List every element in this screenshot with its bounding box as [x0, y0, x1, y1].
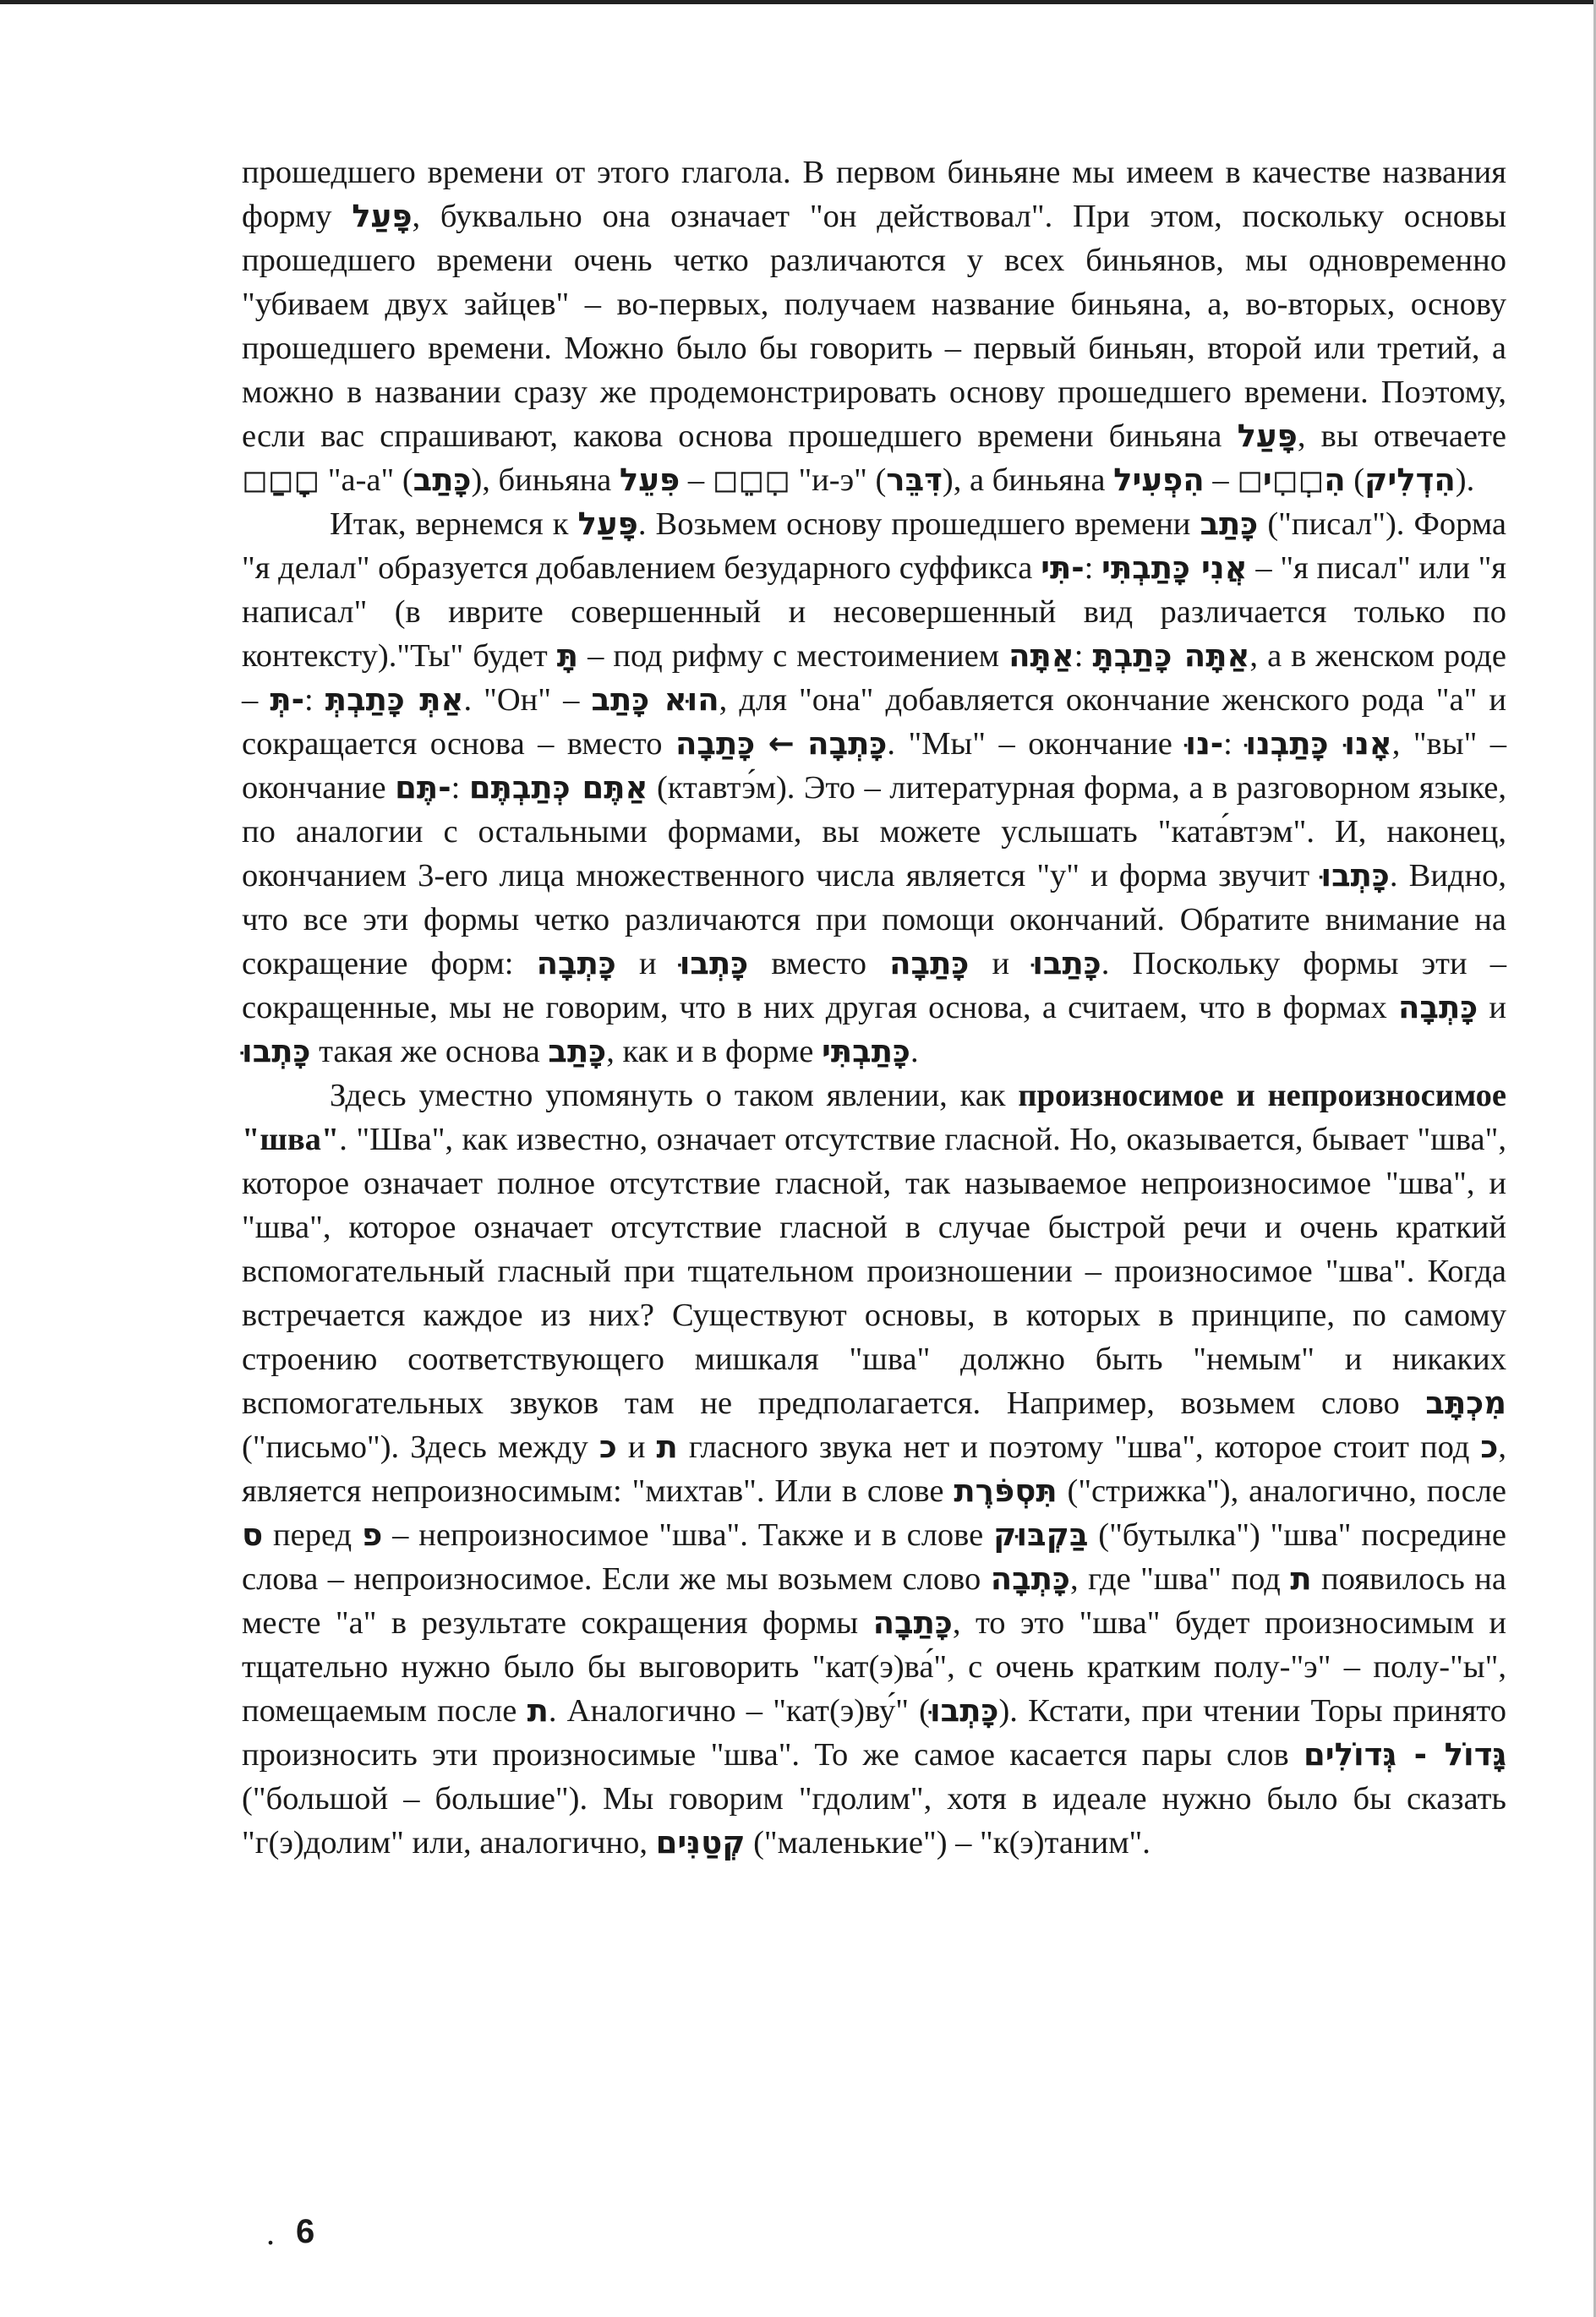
- text-run: ), а биньяна: [942, 462, 1114, 498]
- text-run: появилось на месте "а" в результате сокращения формы: [242, 1561, 1506, 1641]
- hebrew-word: כָּתְבָה: [807, 725, 888, 762]
- hebrew-word: פָּעַל: [352, 198, 413, 234]
- text-run: – "я писал" или "я написал" (в иврите совершенный и несовершенный вид различается только по контексту)."Ты" будет: [242, 550, 1507, 674]
- text-run: :: [304, 682, 325, 718]
- text-run: .: [910, 1034, 919, 1069]
- hebrew-word: אֲנִי כָּתַבְתִּי: [1101, 549, 1248, 586]
- text-run: гласного звука нет и поэтому "шва", которое стоит под: [677, 1429, 1481, 1465]
- page-number: 6: [296, 2213, 315, 2250]
- hebrew-word: כָּתְבוּ: [679, 945, 749, 981]
- text-run: , "вы" – окончание: [242, 726, 1507, 806]
- text-run: :: [451, 770, 469, 806]
- hebrew-word: אַתֶּם כְּתַבְתֶּם: [468, 769, 648, 806]
- hebrew-word: כָּתְבָה: [536, 945, 616, 981]
- text-run: ("стрижка"), аналогично, после: [1057, 1473, 1506, 1509]
- hebrew-word: אָנוּ כָּתַבְנוּ: [1245, 725, 1392, 762]
- text-run: такая же основа: [310, 1034, 549, 1069]
- text-run: перед: [263, 1517, 362, 1553]
- paragraph-2: [242, 502, 1506, 1074]
- hebrew-word: הִפְעִיל: [1113, 462, 1205, 498]
- hebrew-word: כָּתְבָה: [990, 1560, 1070, 1597]
- hebrew-word: כָּתַב: [413, 462, 472, 498]
- text-run: и: [1478, 990, 1506, 1025]
- hebrew-word: כָּתַב: [548, 1033, 607, 1069]
- text-run: , как и в форме: [606, 1034, 822, 1069]
- hebrew-word: פ: [361, 1516, 383, 1553]
- text-run: – непроизносимое "шва". Также и в слове: [382, 1517, 994, 1553]
- text-run: –: [680, 462, 713, 498]
- hebrew-word: כָּתַב: [1200, 505, 1259, 542]
- text-run: Итак, вернемся к: [330, 506, 578, 542]
- hebrew-word: ס: [242, 1516, 264, 1553]
- hebrew-word: תִּסְפֹּרֶת: [954, 1473, 1058, 1509]
- hebrew-word: פָּעַל: [577, 505, 638, 542]
- text-run: ), биньяна: [471, 462, 620, 498]
- hebrew-word: הִ◻ְ◻ִי◻: [1237, 462, 1346, 498]
- text-run: и: [969, 946, 1033, 981]
- hebrew-word: הוּא כָּתַב: [591, 681, 719, 718]
- hebrew-word: גָּדוֹל - גְּדוֹלִים: [1304, 1736, 1506, 1773]
- hebrew-word: כָּתְבוּ: [929, 1692, 999, 1729]
- text-run: , то это "шва" будет произносимым и тщательно нужно было бы выговорить "кат(э)ва́", с очень кратким полу-"э" – полу-"ы", помещаемым после: [242, 1605, 1507, 1729]
- hebrew-word: כ: [1480, 1429, 1499, 1465]
- text-run: "а-а" (: [320, 462, 413, 498]
- hebrew-word: קְטַנִּים: [655, 1824, 746, 1861]
- hebrew-word: ◻ָ◻ַ◻: [242, 462, 320, 498]
- hebrew-word: הִדְלִיק: [1364, 462, 1456, 498]
- hebrew-word: כָּתְבָה: [1397, 989, 1478, 1025]
- hebrew-word: -תְּ: [270, 681, 304, 718]
- hebrew-word: -תֶּם: [395, 769, 451, 806]
- text-run: :: [1084, 550, 1102, 586]
- paragraph-1: [242, 150, 1506, 502]
- text-run: :: [1074, 638, 1093, 674]
- scan-top-edge: [0, 0, 1596, 4]
- text-run: , буквально она означает "он действовал". При этом, поскольку основы прошедшего времени очень четко различаются у всех биньянов, мы одновременно "убиваем двух зайцев" – во-первых, получаем название биньяна, а, во-вторых, основу прошедшего времени. Можно было бы говорить – первый биньян, второй или третий, а можно в названии сразу же продемонстрировать основу прошедшего времени. Поэтому, если вас спрашивают, какова основа прошедшего времени биньяна: [242, 199, 1506, 454]
- hebrew-word: ת: [527, 1692, 549, 1729]
- bold-term: произносимое и непроизносимое "шва": [242, 1078, 1506, 1157]
- hebrew-word: אַתָּה כָּתַבְתָּ: [1092, 637, 1250, 674]
- text-run: ("бутылка") "шва" посредине слова – непроизносимое. Если же мы возьмем слово: [242, 1517, 1506, 1597]
- text-run: , является непроизносимым: "михтав". Или в слове: [242, 1429, 1507, 1509]
- hebrew-word: כָּתַבָה: [872, 1604, 953, 1641]
- hebrew-word: דִּבֵּר: [886, 462, 943, 498]
- text-run: ). Кстати, при чтении Торы принято произносить эти произносимые "шва". То же самое касается пары слов: [242, 1693, 1506, 1773]
- hebrew-word: בַּקְבּוּק: [993, 1516, 1089, 1553]
- text-run: "и-э" (: [790, 462, 887, 498]
- text-run: ("письмо"). Здесь между: [242, 1429, 599, 1465]
- page-body: [242, 150, 1506, 1865]
- text-run: прошедшего времени от этого глагола. В первом биньяне мы имеем в качестве названия форму: [242, 155, 1506, 234]
- text-run: ("большой – большие"). Мы говорим "гдолим", хотя в идеале нужно было бы сказать "г(э)долим" или, аналогично,: [242, 1781, 1506, 1861]
- text-run: ).: [1455, 462, 1475, 498]
- hebrew-word: ←: [768, 725, 795, 762]
- text-run: –: [1204, 462, 1238, 498]
- hebrew-word: כָּתַבָה: [675, 725, 756, 762]
- text-run: (: [1345, 462, 1365, 498]
- hebrew-word: תָּ: [556, 637, 579, 674]
- text-run: . "Шва", как известно, означает отсутствие гласной. Но, оказывается, бывает "шва", которое означает полное отсутствие гласной, так называемое непроизносимое "шва", и "шва", которое означает отсутствие гласной в случае быстрой речи и очень краткий вспомогательный гласный при тщательном произношении – произносимое "шва". Когда встречается каждое из них? Существуют основы, в которых в принципе, по самому строению соответствующего мишкаля "шва" должно быть "немым" и никаких вспомогательных звуков там не предполагается. Например, возьмем слово: [242, 1122, 1506, 1421]
- text-run: (ктавтэ́м). Это – литературная форма, а в разговорном языке, по аналогии с остальными формами, вы можете услышать "ката́втэм". И, наконец, окончанием 3-его лица множественного числа является "у" и форма звучит: [242, 770, 1506, 893]
- text-run: . Видно, что все эти формы четко различаются при помощи окончаний. Обратите внимание на сокращение форм:: [242, 858, 1506, 981]
- text-run: , для "она" добавляется окончание женского рода "а" и сокращается основа – вместо: [242, 682, 1506, 762]
- hebrew-word: ת: [1290, 1560, 1312, 1597]
- text-run: . Аналогично – "кат(э)ву́" (: [548, 1693, 930, 1729]
- hebrew-word: כָּתַבָה: [889, 945, 970, 981]
- hebrew-word: אַתְּ כָּתַבְתְּ: [325, 681, 464, 718]
- hebrew-word: כ: [598, 1429, 617, 1465]
- text-run: . "Мы" – окончание: [887, 726, 1186, 762]
- text-run: , а в женском роде –: [242, 638, 1506, 718]
- hebrew-word: כָּתַבְתִּי: [821, 1033, 910, 1069]
- text-run: вместо: [748, 946, 890, 981]
- hebrew-word: אַתָּה: [1008, 637, 1074, 674]
- text-run: и: [615, 946, 680, 981]
- text-run: . Поскольку формы эти – сокращенные, мы не говорим, что в них другая основа, а считаем, что в формах: [242, 946, 1506, 1025]
- hebrew-word: מִכְתָּב: [1425, 1385, 1506, 1421]
- paragraph-3: [242, 1074, 1506, 1865]
- text-run: [755, 726, 768, 762]
- text-run: , где "шва" под: [1069, 1561, 1291, 1597]
- text-run: [795, 726, 807, 762]
- text-run: ("маленькие") – "к(э)таним".: [745, 1825, 1151, 1861]
- text-run: . Возьмем основу прошедшего времени: [637, 506, 1200, 542]
- hebrew-word: כָּתְבוּ: [1320, 857, 1390, 893]
- hebrew-word: ◻ִ◻ֵ◻: [712, 462, 790, 498]
- hebrew-word: כָּתַבוּ: [1032, 945, 1101, 981]
- hebrew-word: פִּעֵל: [619, 462, 680, 498]
- text-run: ("писал"). Форма "я делал" образуется добавлением безударного суффикса: [242, 506, 1507, 586]
- text-run: – под рифму с местоимением: [578, 638, 1009, 674]
- hebrew-word: -נוּ: [1185, 725, 1224, 762]
- text-run: Здесь уместно упомянуть о таком явлении, как: [330, 1078, 1019, 1113]
- hebrew-word: כָּתְבוּ: [242, 1033, 311, 1069]
- text-run: :: [1223, 726, 1246, 762]
- hebrew-word: ת: [656, 1429, 678, 1465]
- hebrew-word: פָּעַל: [1237, 418, 1298, 454]
- text-run: и: [616, 1429, 657, 1465]
- text-run: , вы отвечаете: [1297, 418, 1506, 454]
- page-number-dot: .: [266, 2214, 275, 2252]
- text-run: . "Он" –: [463, 682, 592, 718]
- hebrew-word: -תִּי: [1041, 549, 1085, 586]
